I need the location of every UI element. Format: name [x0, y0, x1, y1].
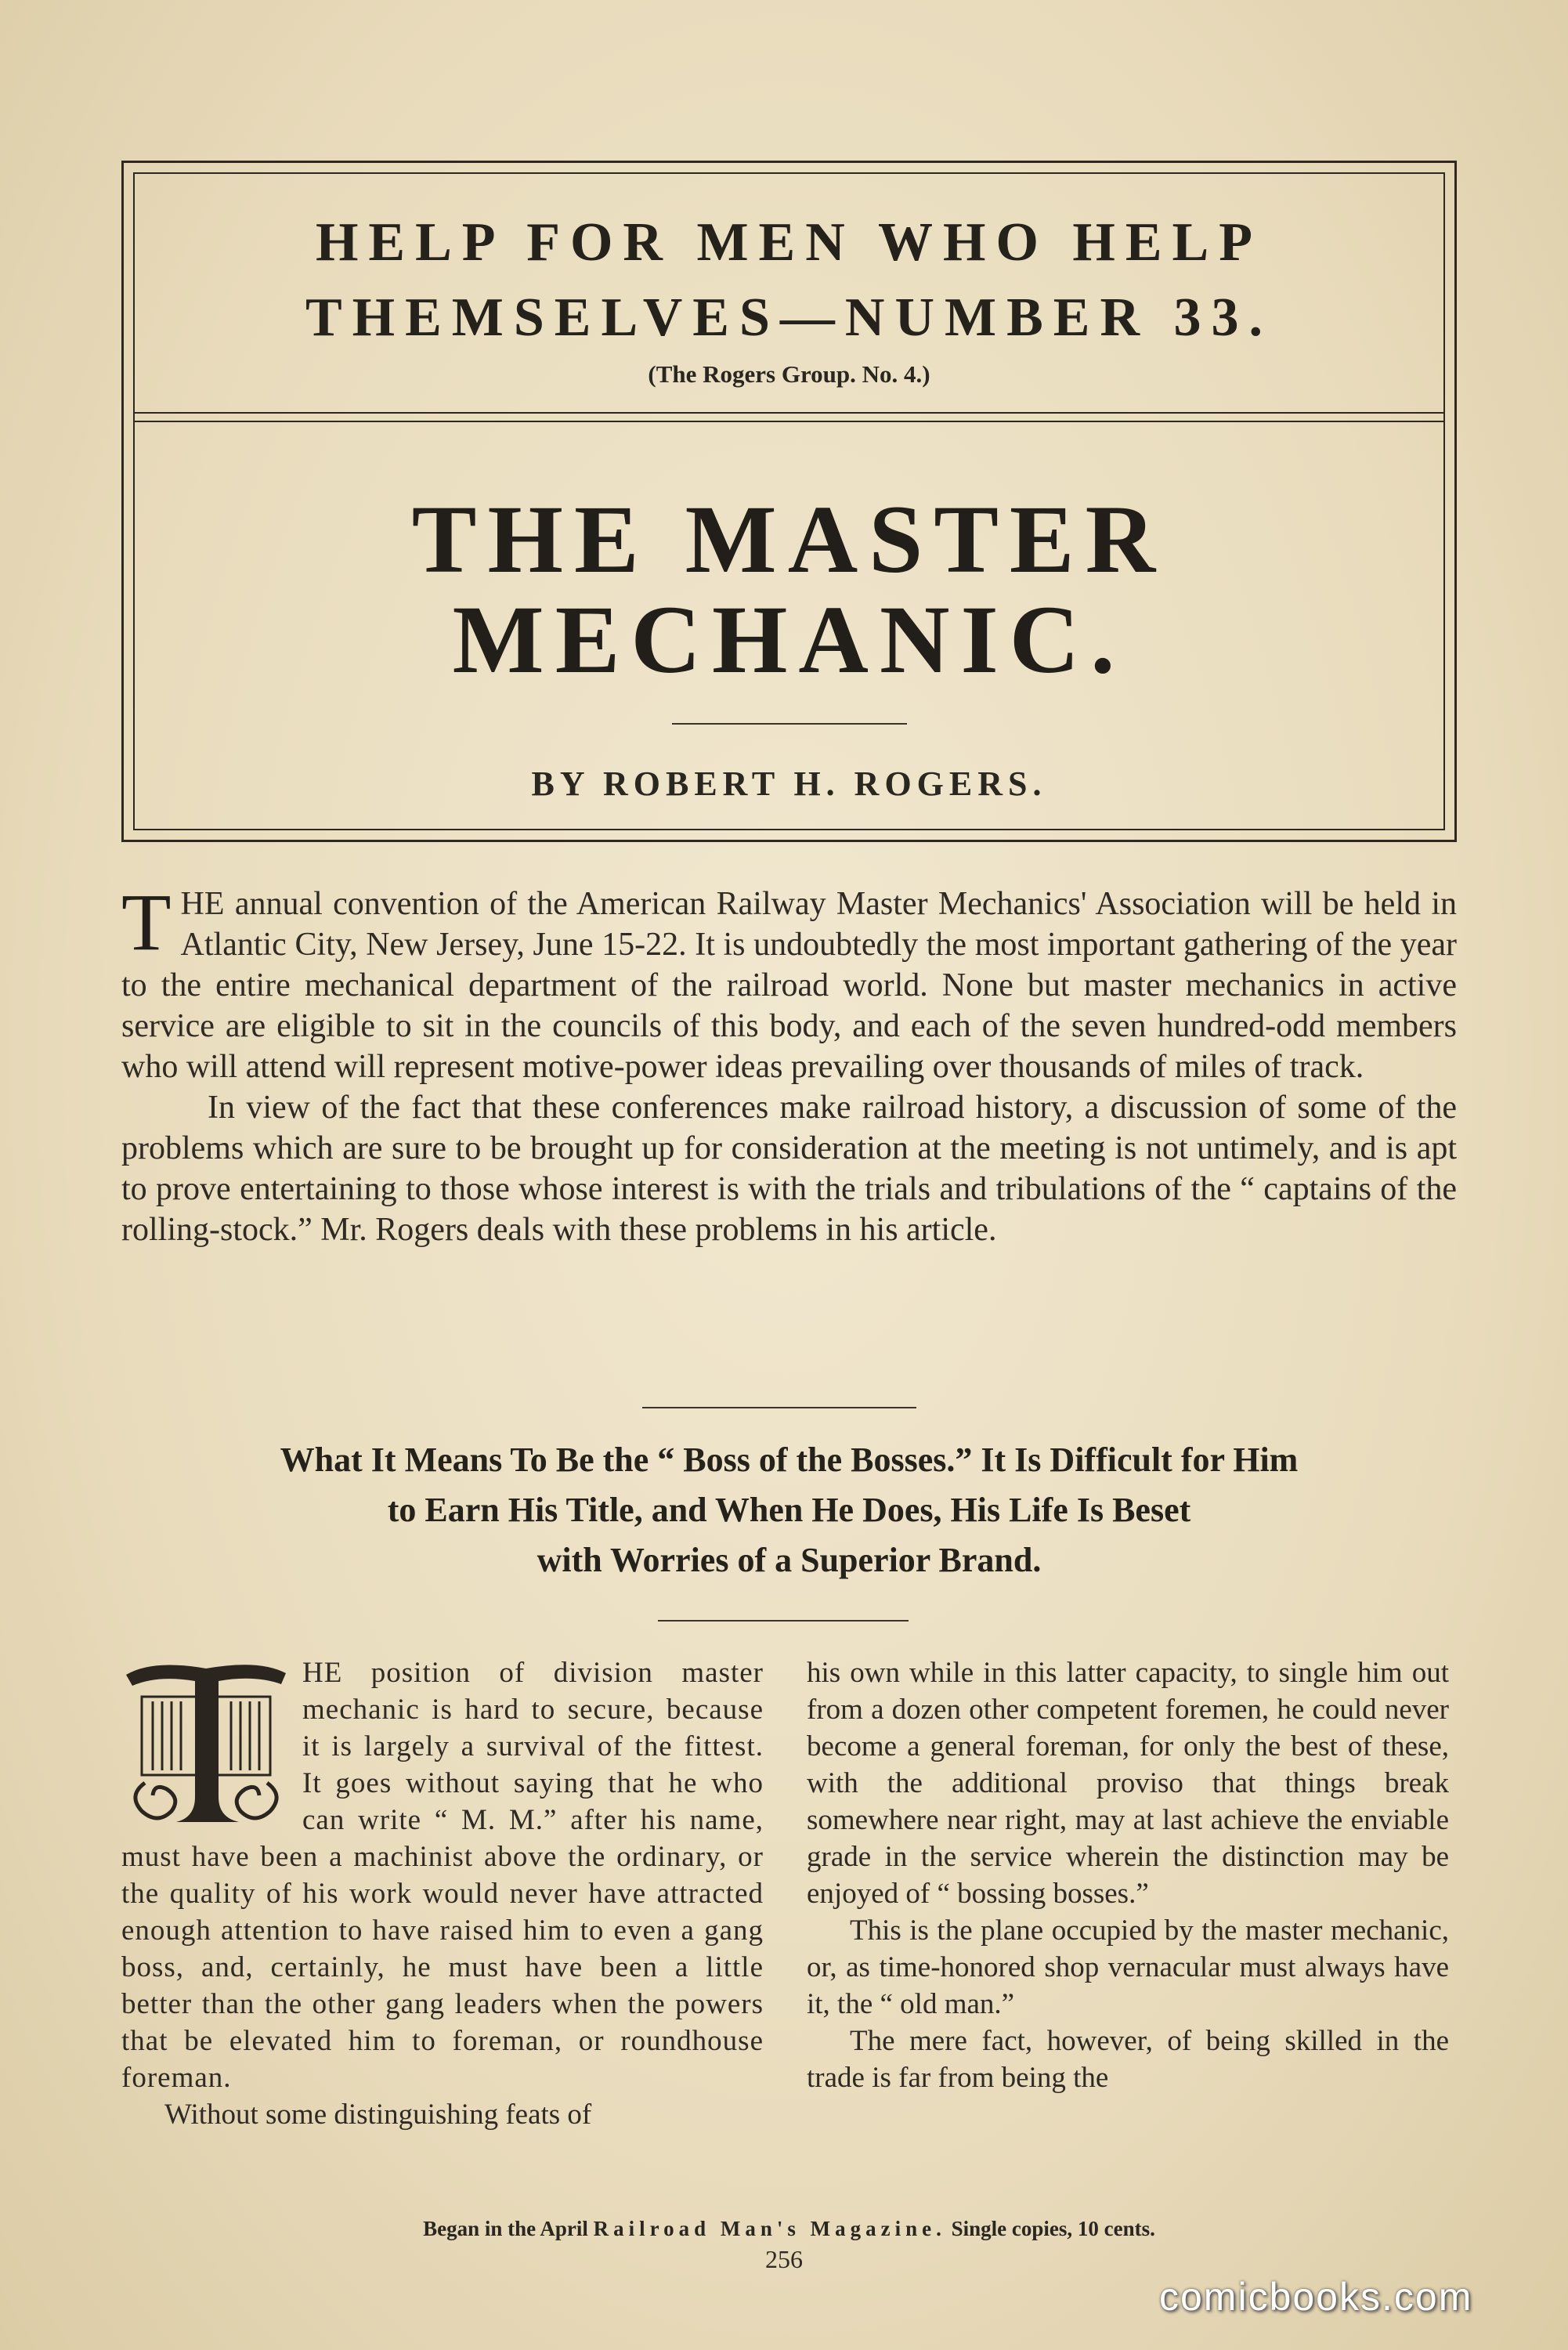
- series-title-line1: HELP FOR MEN WHO HELP: [315, 212, 1263, 273]
- body-left-paragraph-1: [121, 1654, 764, 2096]
- byline: BY ROBERT H. ROGERS.: [531, 765, 1047, 803]
- body-column-left: [121, 1654, 764, 2133]
- intro-dropcap: T: [121, 877, 172, 967]
- page-number: 256: [765, 2245, 803, 2273]
- separator-rule-bottom: [658, 1620, 909, 1622]
- footer-price: Single copies, 10 cents.: [951, 2217, 1155, 2240]
- body-left-paragraph-2: Without some distinguishing feats of: [164, 2099, 592, 2131]
- deck-line1: What It Means To Be the “ Boss of the Bosses.” It Is Difficult for Him: [280, 1441, 1299, 1479]
- intro-paragraph-1: [121, 877, 1457, 1087]
- series-title-line2: THEMSELVES—NUMBER 33.: [305, 287, 1274, 348]
- body-columns: [121, 1654, 1457, 2195]
- series-subtitle: (The Rogers Group. No. 4.): [648, 360, 930, 388]
- watermark: comicbooks.com: [1159, 2275, 1473, 2319]
- body-left-paragraph-1-text: HE position of division master mechanic is hard to secure, because it is largely a survival of the fittest. It goes without saying that he who can write “ M. M.” after his name, must have been a machinist above the ordinary, or the quality of his work would never have attracted enough attention to have raised him to even a gang boss, and, certainly, he must have been a little better than the other gang leaders when the powers that be elevated him to foreman, or roundhouse foreman.: [121, 1657, 764, 2094]
- separator-rule-top: [642, 1407, 916, 1408]
- title-rule: [672, 723, 907, 725]
- header-box: [121, 161, 1457, 842]
- intro-paragraph-2: In view of the fact that these conferences make railroad history, a discussion of some of the problems which are sure to be brought up for consideration at the meeting is not untimely, and is apt to prove entertaining to those whose interest is with the trials and tribulations of the “ captains of the rolling-stock.” Mr. Rogers deals with these problems in his article.: [121, 1090, 1457, 1248]
- body-right-paragraph-1: his own while in this latter capacity, to single him out from a dozen other competent foremen, he could never become a general foreman, for only the best of these, with the additional proviso that things break somewhere near right, may at last achieve the enviable grade in the service wherein the distinction may be enjoyed of “ bossing bosses.”: [807, 1657, 1449, 1910]
- footer-magazine: Railroad Man's Magazine.: [593, 2217, 946, 2240]
- header-inner-frame: [133, 172, 1445, 830]
- deck-subheading: [121, 1435, 1457, 1585]
- ornamental-dropcap-t-icon: [121, 1658, 290, 1830]
- body-right-paragraph-2: This is the plane occupied by the master mechanic, or, as time-honored shop vernacular must always have it, the “ old man.”: [807, 1914, 1449, 2020]
- article-title: [135, 421, 1443, 693]
- intro-paragraph-1-text: HE annual convention of the American Railway Master Mechanics' Association will be held in Atlantic City, New Jersey, June 15-22. It is undoubtedly the most important gathering of the year to the entire mechanical department of the railroad world. None but master mechanics in active service are eligible to sit in the councils of this body, and each of the seven hundred-odd members who will attend will represent motive-power ideas prevailing over thousands of miles of track.: [121, 886, 1457, 1085]
- title-block: [135, 421, 1443, 829]
- series-title: [135, 205, 1443, 356]
- series-block: [135, 174, 1443, 412]
- article-title-line2: MECHANIC.: [452, 586, 1126, 693]
- footer-note: [121, 2217, 1457, 2241]
- deck-line3: with Worries of a Superior Brand.: [537, 1541, 1042, 1579]
- intro-section: [121, 877, 1457, 1250]
- deck-line2: to Earn His Title, and When He Does, His Life Is Beset: [387, 1491, 1191, 1529]
- body-column-right: [807, 1654, 1449, 2096]
- body-right-paragraph-3: The mere fact, however, of being skilled in the trade is far from being the: [807, 2025, 1449, 2094]
- footer-began: Began in the April: [423, 2217, 588, 2240]
- article-title-line1: THE MASTER: [411, 486, 1167, 593]
